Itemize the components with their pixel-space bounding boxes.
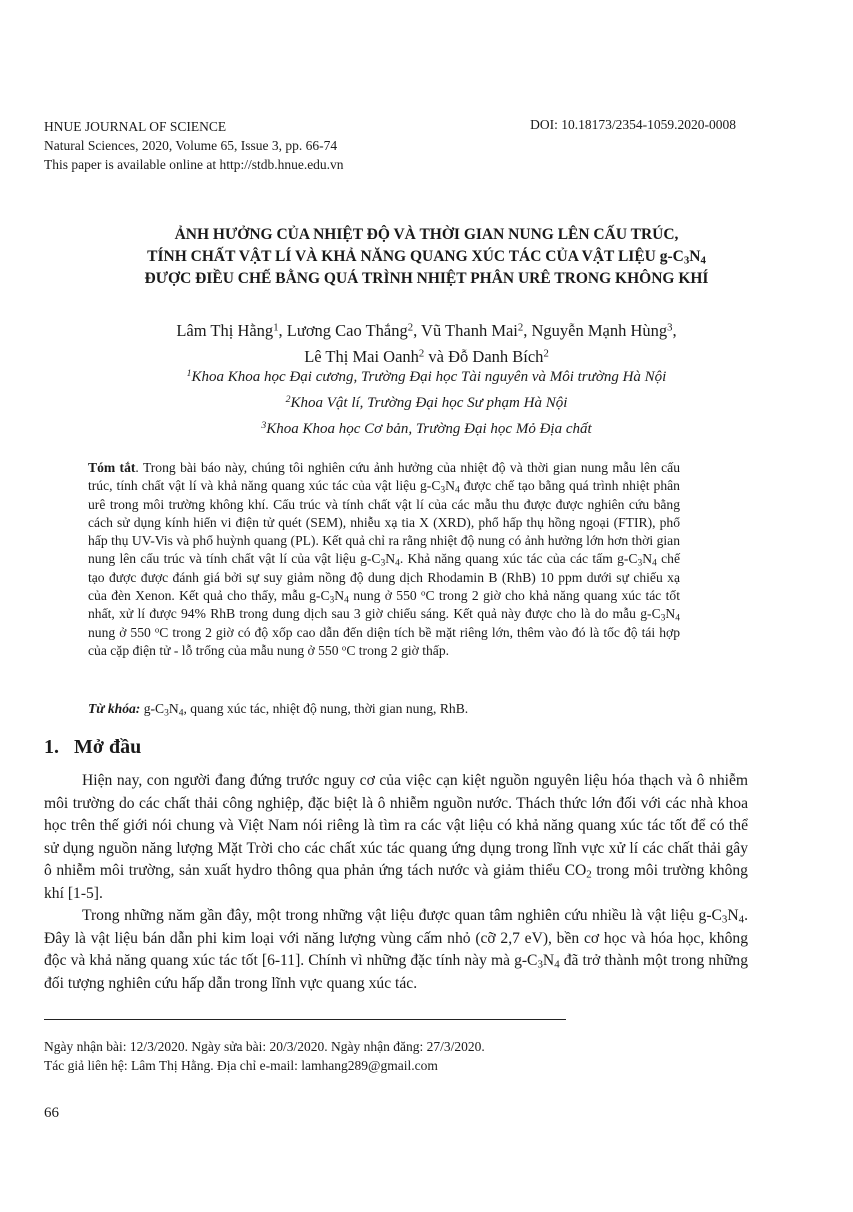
title-line-3: ĐƯỢC ĐIỀU CHẾ BẰNG QUÁ TRÌNH NHIỆT PHÂN URÊ TRONG KHÔNG KHÍ — [144, 270, 709, 287]
affiliation: $^2$Khoa Vật lí, Trường Đại học Sư phạm Hà Nội — [285, 394, 568, 411]
abstract-label: Tóm tắt — [88, 460, 136, 475]
footnote-dates: Ngày nhận bài: 12/3/2020. Ngày sửa bài: 20/3/2020. Ngày nhận đăng: 27/3/2020. — [44, 1039, 485, 1054]
footnote-divider — [44, 1019, 566, 1020]
issue-info: Natural Sciences, 2020, Volume 65, Issue 3, pp. 66-74 — [44, 138, 338, 153]
author: , Nguyễn Mạnh Hùng — [523, 321, 668, 340]
footnote — [44, 1037, 485, 1075]
online-info[interactable]: This paper is available online at http://stdb.hnue.edu.vn — [44, 157, 344, 172]
affiliations — [44, 364, 809, 442]
author: , Lương Cao Thắng — [278, 321, 408, 340]
keywords-label: Từ khóa: — [88, 701, 141, 716]
doi[interactable]: DOI: 10.18173/2354-1059.2020-0008 — [530, 117, 736, 132]
affiliation: $^3$Khoa Khoa học Cơ bản, Trường Đại học Mỏ Địa chất — [261, 420, 592, 437]
page-number: 66 — [44, 1105, 59, 1121]
paragraph: Trong những năm gần đây, một trong những vật liệu được quan tâm nghiên cứu nhiều là vật liệu $g-C_3N_4$. Đây là vật liệu bán dẫn phi kim loại với năng lượng vùng cấm nhỏ (cỡ 2,7 eV), bền cơ học và hóa học, không độc và khả năng quang xúc tác tốt [6-11]. Chính vì những đặc tính này mà $g-C_3N_4$ đã trở thành một trong những đối tượng nghiên cứu hấp dẫn trong lĩnh vực quang xúc tác. — [44, 907, 749, 992]
abstract: Tóm tắt. Trong bài báo này, chúng tôi nghiên cứu ảnh hưởng của nhiệt độ và thời gian nung mẫu lên cấu trúc, tính chất vật lí và khả năng quang xúc tác của vật liệu $g-C_3N_4$ được chế tạo bằng quá trình nhiệt phân urê trong môi trường không khí. Cấu trúc và tính chất vật lí của các mẫu thu được được nghiên cứu bằng cách sử dụng kính hiển vi điện tử quét (SEM), nhiễu xạ tia X (XRD), phổ hấp thụ hồng ngoại (FTIR), phổ hấp thụ UV-Vis và phổ huỳnh quang (PL). Kết quả chỉ ra rằng nhiệt độ nung có ảnh hưởng lớn hơn thời gian nung lên cấu trúc và tính chất vật lí của vật liệu $g-C_3N_4$. Khả năng quang xúc tác của các tấm $g-C_3N_4$ chế tạo được được đánh giá bởi sự suy giảm nồng độ dung dịch Rhodamin B (RhB) 10 ppm dưới sự chiếu xạ của đèn Xenon. Kết quả cho thấy, mẫu $g-C_3N_4$ nung ở 550 $^o$C trong 2 giờ cho khả năng quang xúc tác tốt nhất, xử lí được 94% RhB trong dung dịch sau 3 giờ chiếu sáng. Kết quả này được cho là do mẫu $g-C_3N_4$ nung ở 550 $^o$C trong 2 giờ có độ xốp cao dẫn đến diện tích bề mặt riêng lớn, thêm vào đó là tốc độ tái hợp của cặp điện tử - lỗ trống của mẫu nung ở 550 $^o$C trong 2 giờ thấp. — [88, 460, 681, 658]
paragraph: Hiện nay, con người đang đứng trước nguy cơ của việc cạn kiệt nguồn nguyên liệu hóa thạch và ô nhiễm môi trường do các chất thải công nghiệp, đặc biệt là ô nhiễm nguồn nước. Thách thức lớn đối với các nhà khoa học trên thế giới nói chung và Việt Nam nói riêng là tìm ra các vật liệu có khả năng quang xúc tác tốt để có thể sử dụng nguồn năng lượng Mặt Trời cho các chất xúc tác quang ứng dụng trong lĩnh vực xử lí các chất thải gây ô nhiễm môi trường, sản xuất hydro thông qua phản ứng tách nước và giảm thiểu $CO_2$ trong môi trường không khí [1-5]. — [44, 772, 748, 902]
author: Đỗ Danh Bích — [448, 347, 544, 366]
journal-name: HNUE JOURNAL OF SCIENCE — [44, 119, 227, 134]
author: Lâm Thị Hằng — [176, 321, 274, 340]
title-line-2: TÍNH CHẤT VẬT LÍ VÀ KHẢ NĂNG QUANG XÚC TÁC CỦA VẬT LIỆU $g-C_3N_4$ — [147, 248, 706, 267]
author: Lê Thị Mai Oanh — [304, 347, 419, 366]
author: , Vũ Thanh Mai — [413, 321, 518, 340]
title-line-1: ẢNH HƯỞNG CỦA NHIỆT ĐỘ VÀ THỜI GIAN NUNG LÊN CẤU TRÚC, — [174, 226, 679, 243]
paper-title — [44, 224, 809, 290]
keywords: Từ khóa: $g-C_3N_4$, quang xúc tác, nhiệt độ nung, thời gian nung, RhB. — [88, 701, 469, 719]
author-list: Lâm Thị Hằng$^1$, Lương Cao Thắng$^2$, Vũ Thanh Mai$^2$, Nguyễn Mạnh Hùng$^3$, Lê Thị Mai Oanh$^2$ và Đỗ Danh Bích$^2$ — [176, 321, 677, 366]
affiliation: $^1$Khoa Khoa học Đại cương, Trường Đại học Tài nguyên và Môi trường Hà Nội — [186, 368, 667, 385]
section-heading: 1. Mở đầu — [44, 736, 142, 758]
body-text — [44, 770, 748, 995]
footnote-contact: Tác giả liên hệ: Lâm Thị Hằng. Địa chỉ e-mail: lamhang289@gmail.com — [44, 1058, 438, 1073]
